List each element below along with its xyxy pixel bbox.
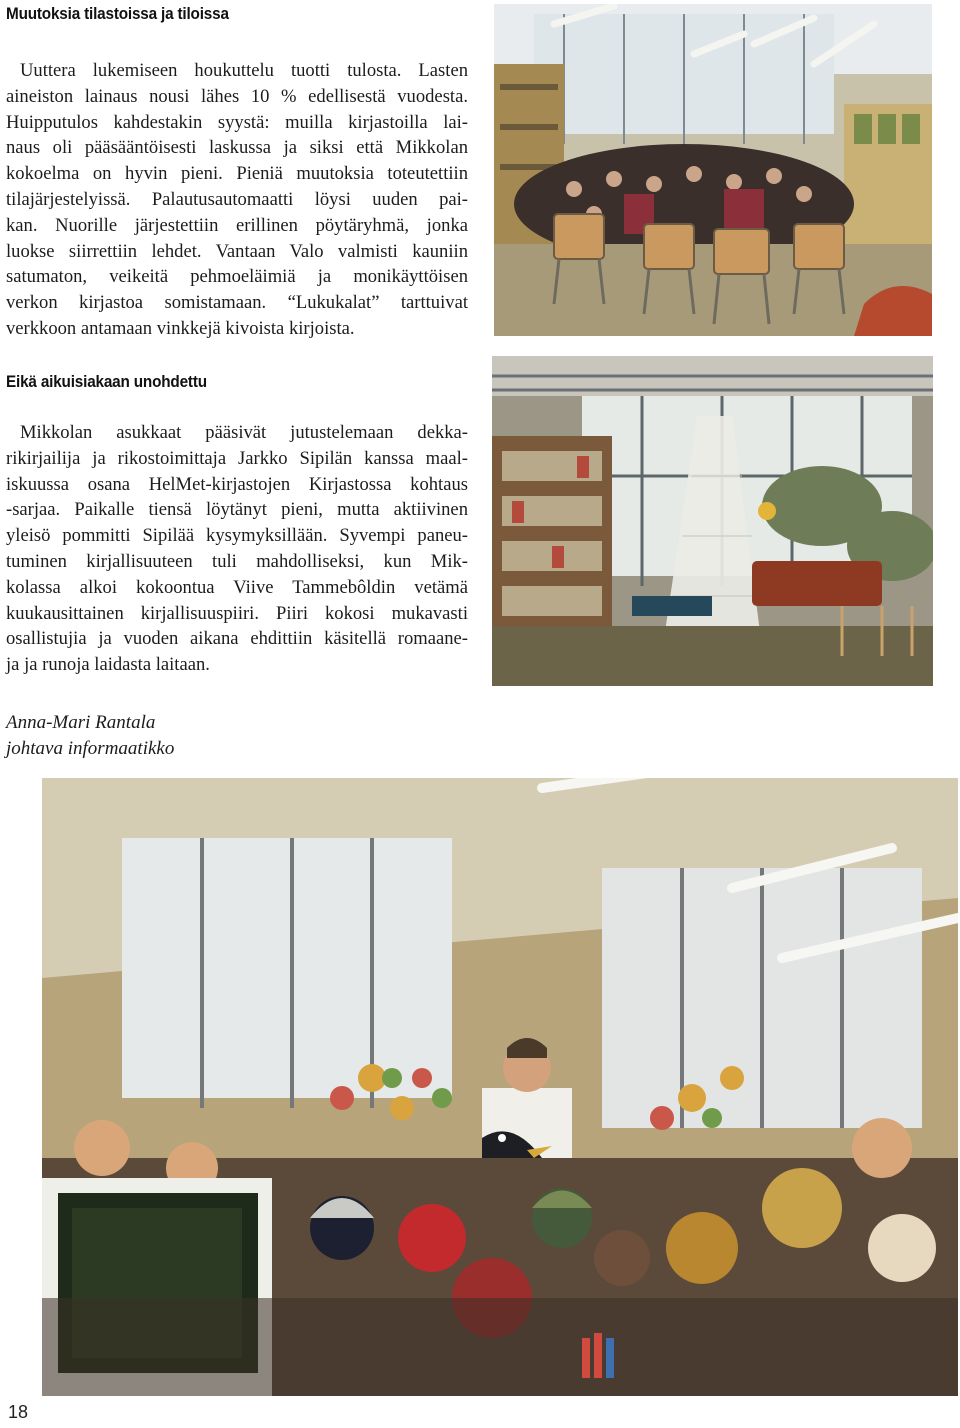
text-line: ja ja runoja laidasta laitaan. <box>6 654 210 676</box>
section-body-adults <box>6 420 468 678</box>
text-line: verkkoon antamaan vinkkejä kivoista kirjoista. <box>6 317 355 339</box>
signature-title: johtava informaatikko <box>6 738 175 759</box>
text-line: kolassa alkoi kokoontua Viive Tammebôldin vetämä <box>6 576 468 598</box>
page-number: 18 <box>8 1402 29 1422</box>
text-line: yleisö pommitti Sipilää kysymyksillään. Syvempi paneu- <box>6 525 468 547</box>
text-line: -sarjaa. Paikalle tiensä löytänyt pieni, mutta aktiivinen <box>6 499 468 521</box>
text-line: verkon kirjastoa somistamaan. “Lukukalat” tarttuivat <box>6 292 468 314</box>
text-line: iskuussa osana HelMet-kirjastojen Kirjastossa kohtaus <box>6 473 468 495</box>
text-line: Uuttera lukemiseen houkuttelu tuotti tulosta. Lasten <box>20 60 468 81</box>
text-line: naus oli pääsääntöisesti laskussa ja siksi että Mikkolan <box>6 137 468 159</box>
photo-puppet-show <box>42 778 958 1396</box>
text-line: Huipputulos kahdestakin syystä: muilla kirjastoilla lai- <box>6 111 468 133</box>
text-line: satumaton, veikeitä pehmoeläimiä ja monikäyttöisen <box>6 266 468 288</box>
text-line: luokse siirrettiin lehdet. Vantaan Valo valmisti kauniin <box>6 240 468 262</box>
signature <box>6 710 174 762</box>
section-body-changes <box>6 58 468 342</box>
section-heading-changes: Muutoksia tilastoissa ja tiloissa <box>6 4 229 23</box>
section-heading-adults: Eikä aikuisiakaan unohdettu <box>6 372 207 391</box>
photo-reading-corner <box>492 356 933 686</box>
signature-name: Anna-Mari Rantala <box>6 712 156 733</box>
text-line: aineiston lainaus nousi lähes 10 % edellisestä vuodesta. <box>6 85 468 107</box>
photo-library-audience <box>494 4 932 336</box>
text-line: rikirjailija ja rikostoimittaja Jarkko Sipilän kanssa maal- <box>6 447 468 469</box>
text-line: kuukausittainen kirjallisuuspiiri. Piiri kokosi mukavasti <box>6 602 468 624</box>
text-line: kan. Nuorille järjestettiin erillinen pöytäryhmä, jonka <box>6 214 468 236</box>
text-line: osallistujia ja vuoden aikana ehdittiin käsitellä romaane- <box>6 628 468 650</box>
text-line: tuminen kirjallisuuteen tuli mahdolliseksi, kun Mik- <box>6 550 468 572</box>
text-line: tilajärjestelyissä. Palautusautomaatti löysi uuden pai- <box>6 188 468 210</box>
text-line: Mikkolan asukkaat pääsivät jutustelemaan dekka- <box>20 422 468 443</box>
text-line: kokoelma on hyvin pieni. Pieniä muutoksia toteutettiin <box>6 163 468 185</box>
